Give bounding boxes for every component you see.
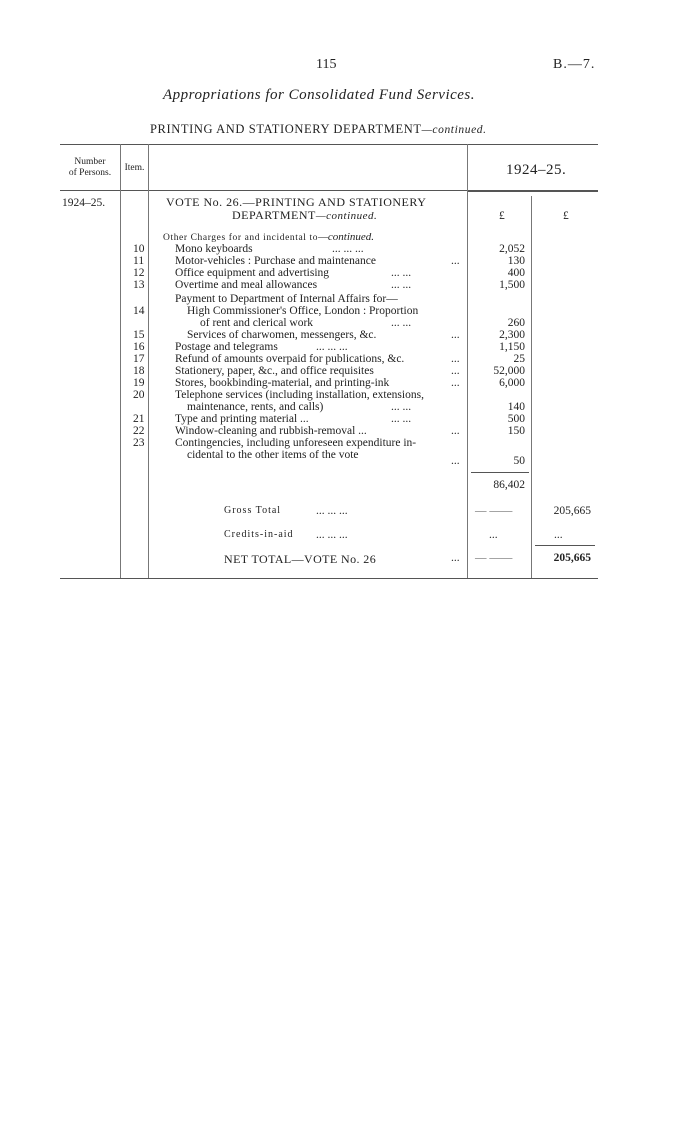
item-amount: 1,150	[499, 341, 525, 353]
gross-total-label: Gross Total	[224, 505, 282, 516]
vote-heading-line1: VOTE No. 26.—PRINTING AND STATIONERY	[166, 195, 427, 209]
net-total-label: NET TOTAL—VOTE No. 26	[224, 552, 377, 566]
page-title: Appropriations for Consolidated Fund Services.	[163, 87, 476, 103]
item-number: 15	[133, 329, 145, 341]
item-number: 18	[133, 365, 145, 377]
item-description-cont: cidental to the other items of the vote	[187, 449, 359, 461]
item-amount: 1,500	[499, 279, 525, 291]
item-number: 21	[133, 413, 145, 425]
item-number: 17	[133, 353, 145, 365]
section-label-continued: —continued.	[318, 231, 375, 243]
item-amount: 6,000	[499, 377, 525, 389]
gross-total-amount: 205,665	[553, 505, 591, 517]
item-leader-dots: ... ...	[391, 267, 412, 279]
header-number-of-persons	[60, 157, 120, 179]
currency-symbol-1: £	[499, 210, 505, 222]
header-number-line1: Number	[74, 157, 106, 167]
item-description-cont: maintenance, rents, and calls)	[187, 401, 324, 413]
col-divider-amount2	[531, 196, 532, 578]
item-leader-dots: ... ...	[391, 401, 412, 413]
header-item: Item.	[124, 163, 145, 173]
vote-heading-continued: —continued.	[315, 210, 378, 222]
item-amount: 260	[507, 317, 525, 329]
item-description: Mono keyboards	[175, 243, 253, 255]
department-name: PRINTING AND STATIONERY DEPARTMENT	[150, 122, 422, 136]
header-year: 1924–25.	[506, 162, 567, 178]
subtotal-rule	[471, 472, 529, 473]
credits-in-aid-col1: ...	[489, 529, 498, 541]
net-total-rule	[535, 545, 595, 546]
header-number-line2: of Persons.	[68, 168, 112, 178]
credits-in-aid-dots: ... ... ...	[316, 529, 348, 541]
item-number: 16	[133, 341, 145, 353]
item-leader-dots: ...	[451, 329, 460, 341]
col-divider-item	[148, 144, 149, 578]
item-leader-dots: ... ...	[391, 279, 412, 291]
item-amount: 140	[507, 401, 525, 413]
item-leader-dots: ...	[451, 365, 460, 377]
section-label	[163, 231, 374, 243]
item-description: Window-cleaning and rubbish-removal ...	[175, 425, 367, 437]
department-heading	[150, 122, 487, 137]
item-description: High Commissioner's Office, London : Proportion	[187, 305, 419, 317]
item-description: Stationery, paper, &c., and office requisites	[175, 365, 374, 377]
item-number: 22	[133, 425, 145, 437]
item-amount: 130	[507, 255, 525, 267]
item-number: 13	[133, 279, 145, 291]
item-number: 14	[133, 305, 145, 317]
item-description: Contingencies, including unforeseen expenditure in-	[175, 437, 417, 449]
item-number: 12	[133, 267, 145, 279]
credits-in-aid-col2: ...	[554, 529, 563, 541]
item-amount: 2,300	[499, 329, 525, 341]
item-amount: 25	[513, 353, 525, 365]
item-leader-dots: ... ... ...	[332, 243, 364, 255]
subtotal-amount: 86,402	[493, 479, 525, 491]
item-leader-dots: ...	[451, 425, 460, 437]
item-leader-dots: ... ... ...	[316, 341, 348, 353]
item-number: 19	[133, 377, 145, 389]
net-total-dots: ...	[451, 552, 460, 564]
net-total-amount: 205,665	[553, 552, 591, 564]
item-amount: 150	[507, 425, 525, 437]
item-leader-dots: ...	[451, 353, 460, 365]
vote-heading-dept: DEPARTMENT	[232, 208, 316, 222]
item-description: Type and printing material ...	[175, 413, 309, 425]
payment-heading: Payment to Department of Internal Affairs for—	[175, 293, 398, 305]
page-number: 115	[316, 57, 337, 72]
vote-heading-line2	[232, 208, 377, 223]
year-underline	[467, 191, 598, 192]
item-leader-dots: ... ...	[391, 317, 412, 329]
item-description: Refund of amounts overpaid for publications, &c.	[175, 353, 405, 365]
item-description: Overtime and meal allowances	[175, 279, 318, 291]
persons-year: 1924–25.	[62, 197, 106, 209]
table-bottom-rule	[60, 578, 598, 579]
item-number: 10	[133, 243, 145, 255]
item-number: 11	[133, 255, 145, 267]
item-number: 20	[133, 389, 145, 401]
item-description: Motor-vehicles : Purchase and maintenance	[175, 255, 376, 267]
item-leader-dots: ...	[451, 377, 460, 389]
section-label-text: Other Charges for and incidental to	[163, 233, 319, 243]
currency-symbol-2: £	[563, 210, 569, 222]
gross-total-col1: — ——	[475, 505, 513, 517]
item-leader-dots: ... ...	[391, 413, 412, 425]
credits-in-aid-label: Credits-in-aid	[224, 529, 294, 540]
col-divider-persons	[120, 144, 121, 578]
item-description: Telephone services (including installation, extensions,	[175, 389, 424, 401]
item-amount: 2,052	[499, 243, 525, 255]
item-amount: 50	[513, 455, 525, 467]
item-description: Stores, bookbinding-material, and printing-ink	[175, 377, 390, 389]
item-description: Services of charwomen, messengers, &c.	[187, 329, 377, 341]
document-reference: B.—7.	[553, 57, 596, 72]
item-description: Postage and telegrams	[175, 341, 278, 353]
item-leader-dots: ...	[451, 455, 460, 467]
gross-total-dots: ... ... ...	[316, 505, 348, 517]
item-number: 23	[133, 437, 145, 449]
item-leader-dots: ...	[451, 255, 460, 267]
item-description: Office equipment and advertising	[175, 267, 330, 279]
item-description-cont: of rent and clerical work	[200, 317, 314, 329]
item-amount: 52,000	[493, 365, 525, 377]
item-amount: 400	[507, 267, 525, 279]
table-top-rule	[60, 144, 598, 145]
department-continued: —continued.	[421, 124, 487, 136]
item-amount: 500	[507, 413, 525, 425]
net-total-col1: — ——	[475, 552, 513, 564]
